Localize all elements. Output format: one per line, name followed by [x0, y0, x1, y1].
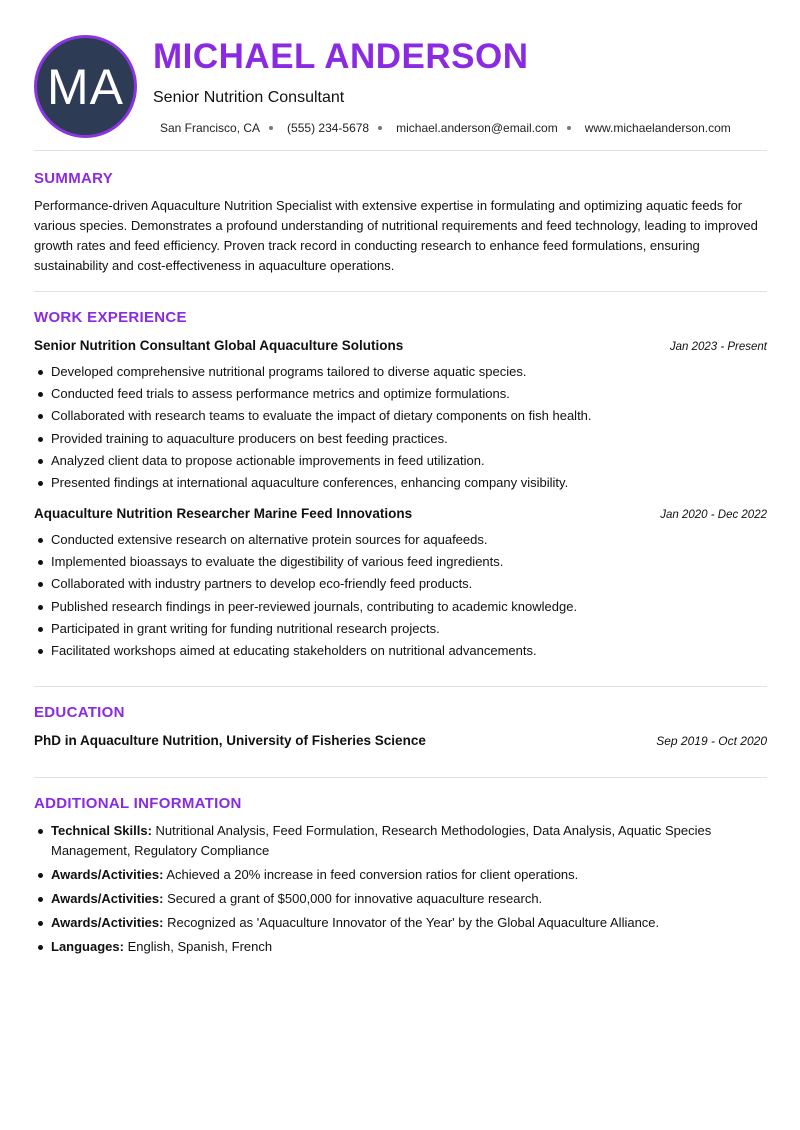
info-text: English, Spanish, French — [123, 938, 273, 954]
list-item — [34, 865, 767, 885]
candidate-name: MICHAEL ANDERSON — [153, 37, 529, 76]
info-label: Technical Skills: — [51, 823, 152, 838]
job-bullets — [34, 361, 767, 494]
list-item: Provided training to aquaculture producers on best feeding practices. — [34, 428, 767, 450]
list-item: Implemented bioassays to evaluate the digestibility of various feed ingredients. — [34, 551, 767, 573]
separator-dot — [567, 126, 571, 130]
info-text: Recognized as 'Aquaculture Innovator of the Year' by the Global Aquaculture Alliance. — [163, 914, 660, 930]
job-dates: Jan 2023 - Present — [669, 341, 767, 353]
info-label: Awards/Activities: — [51, 866, 164, 882]
education-heading: EDUCATION — [34, 704, 125, 721]
avatar-initials: MA — [47, 58, 124, 115]
info-text: Achieved a 20% increase in feed conversion ratios for client operations. — [163, 866, 579, 882]
info-text: Secured a grant of $500,000 for innovative aquaculture research. — [163, 890, 543, 906]
list-item: Conducted extensive research on alternative protein sources for aquafeeds. — [34, 529, 767, 551]
list-item: Presented findings at international aquaculture conferences, enhancing company visibility. — [34, 472, 767, 494]
info-text: Nutritional Analysis, Feed Formulation, Research Methodologies, Data Analysis, Aquatic Species Management, Regulatory Compliance — [51, 823, 712, 858]
avatar — [34, 35, 137, 138]
contact-phone: (555) 234-5678 — [287, 121, 370, 135]
summary-text: Performance-driven Aquaculture Nutrition Specialist with extensive expertise in formulating and optimizing aquatic feeds for various species. Demonstrates a profound understanding of nutritional requirements and feed technology, leading to improved growth rates and feed efficiency. Proven track record in conducting research to enhance feed formulations, ensuring sustainability and cost-effectiveness in aquaculture operations. — [34, 198, 758, 273]
section-divider — [34, 150, 767, 151]
additional-info-heading: ADDITIONAL INFORMATION — [34, 795, 242, 812]
section-divider — [34, 291, 767, 292]
job-dates: Jan 2020 - Dec 2022 — [660, 509, 767, 521]
section-divider — [34, 686, 767, 687]
info-label: Languages: — [51, 938, 124, 954]
contact-website: www.michaelanderson.com — [584, 121, 731, 135]
list-item: Analyzed client data to propose actionable improvements in feed utilization. — [34, 450, 767, 472]
education-entry — [34, 733, 767, 748]
list-item: Collaborated with industry partners to develop eco-friendly feed products. — [34, 573, 767, 595]
job-title: Aquaculture Nutrition Researcher Marine Feed Innovations — [34, 506, 413, 521]
info-label: Awards/Activities: — [51, 890, 164, 906]
job-bullets — [34, 529, 767, 662]
candidate-title: Senior Nutrition Consultant — [153, 89, 345, 106]
list-item: Collaborated with research teams to evaluate the impact of dietary components on fish health. — [34, 405, 767, 427]
job-title: Senior Nutrition Consultant Global Aquaculture Solutions — [34, 338, 404, 353]
list-item: Published research findings in peer-reviewed journals, contributing to academic knowledge. — [34, 596, 767, 618]
degree: PhD in Aquaculture Nutrition, University of Fisheries Science — [34, 733, 426, 748]
contact-location: San Francisco, CA — [160, 121, 261, 135]
contact-email: michael.anderson@email.com — [396, 121, 558, 135]
list-item — [34, 937, 767, 957]
work-experience-heading: WORK EXPERIENCE — [34, 309, 187, 326]
resume-header — [0, 0, 800, 150]
list-item — [34, 913, 767, 933]
education-dates: Sep 2019 - Oct 2020 — [656, 734, 767, 748]
summary-heading: SUMMARY — [34, 170, 114, 187]
job-header — [34, 338, 767, 353]
list-item — [34, 821, 767, 860]
separator-dot — [378, 126, 382, 130]
additional-info-list — [34, 821, 767, 961]
list-item: Conducted feed trials to assess performance metrics and optimize formulations. — [34, 383, 767, 405]
contact-line — [160, 121, 731, 135]
list-item — [34, 889, 767, 909]
list-item: Participated in grant writing for funding nutritional research projects. — [34, 618, 767, 640]
info-label: Awards/Activities: — [51, 914, 164, 930]
section-divider — [34, 777, 767, 778]
separator-dot — [269, 126, 273, 130]
job-header — [34, 506, 767, 521]
list-item: Developed comprehensive nutritional programs tailored to diverse aquatic species. — [34, 361, 767, 383]
list-item: Facilitated workshops aimed at educating stakeholders on nutritional advancements. — [34, 640, 767, 662]
